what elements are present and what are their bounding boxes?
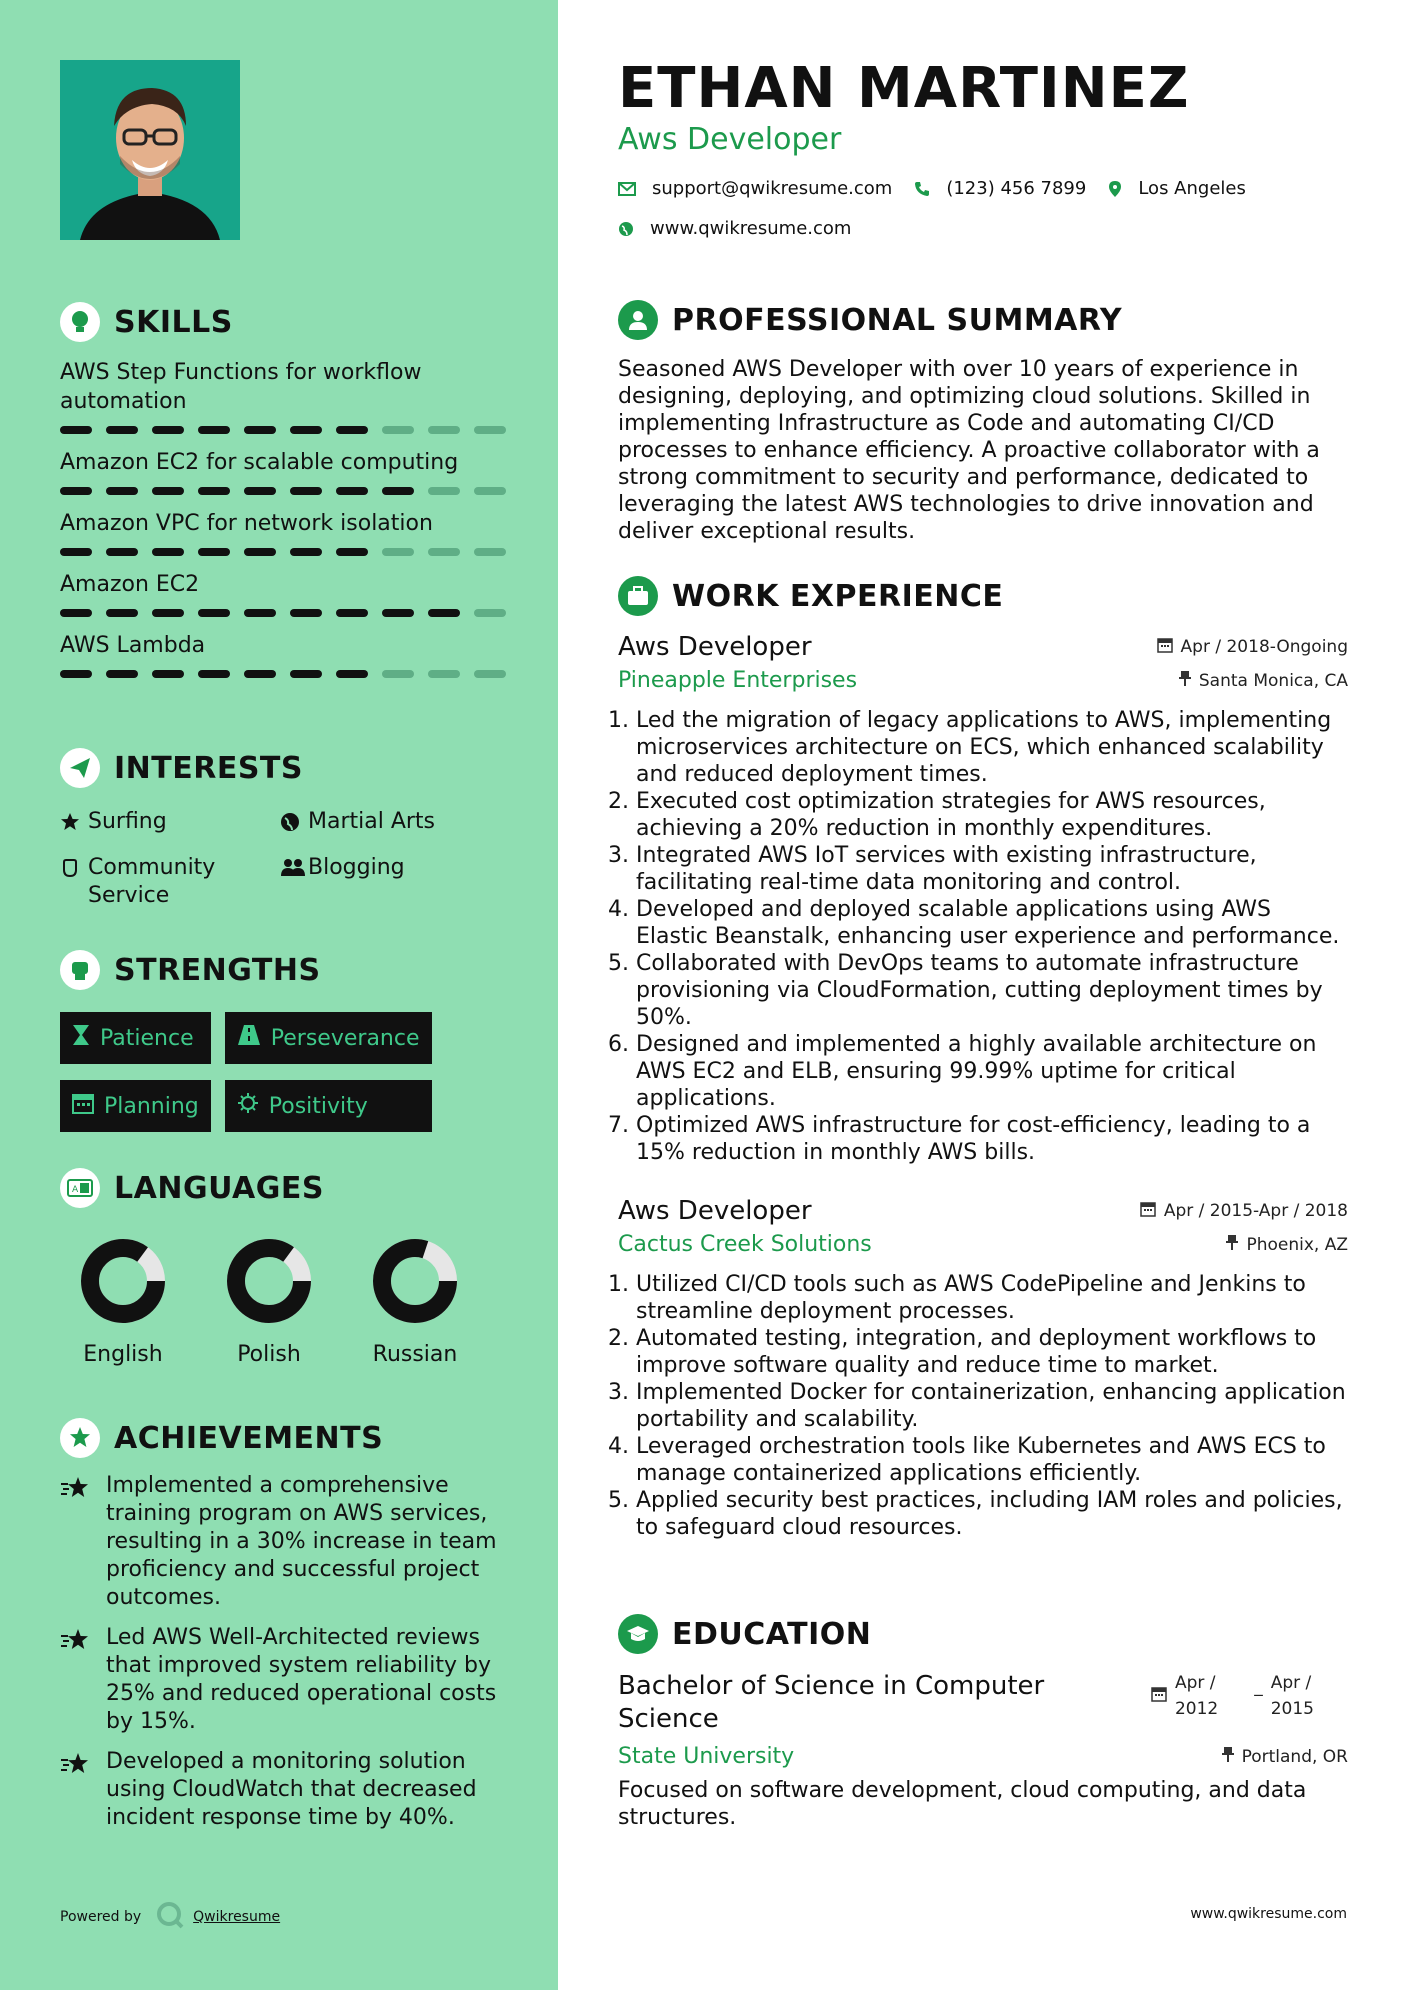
- skill-level-segment: [152, 609, 184, 617]
- skill-level-bar: [60, 609, 506, 617]
- language-level-donut: [368, 1234, 462, 1328]
- skill-level-segment: [290, 487, 322, 495]
- job-company: Cactus Creek Solutions: [618, 1232, 872, 1257]
- interest-item: [280, 854, 500, 910]
- education-start-month: Apr /: [1174, 1673, 1216, 1693]
- school-name: State University: [618, 1744, 795, 1769]
- skill-level-segment: [198, 426, 230, 434]
- skill-level-segment: [244, 548, 276, 556]
- skill-item: [60, 570, 506, 617]
- star-icon: [60, 808, 88, 836]
- strength-label: Patience: [100, 1025, 194, 1051]
- strength-chip: [60, 1012, 211, 1064]
- interest-label: Community Service: [88, 855, 216, 908]
- strength-label: Perseverance: [270, 1025, 420, 1051]
- education-end-month: Apr /: [1270, 1673, 1312, 1693]
- skill-level-segment: [244, 609, 276, 617]
- job-duty: 4. Leveraged orchestration tools like Kubernetes and AWS ECS to manage containerized applications efficiently.: [636, 1433, 1348, 1487]
- strengths-title: STRENGTHS: [114, 952, 321, 988]
- skill-level-segment: [428, 670, 460, 678]
- degree-title: Bachelor of Science in Computer Science: [618, 1671, 1045, 1734]
- education-end-year: 2015: [1270, 1699, 1314, 1719]
- paper-plane-icon: [60, 748, 100, 788]
- language-item: [222, 1234, 316, 1367]
- skill-level-segment: [474, 426, 506, 434]
- lightbulb-icon: [60, 302, 100, 342]
- skill-level-segment: [428, 426, 460, 434]
- candidate-name: ETHAN MARTINEZ: [618, 56, 1190, 121]
- qwikresume-logo-icon: [155, 1900, 185, 1934]
- skills-section: [60, 300, 506, 678]
- skill-level-segment: [290, 609, 322, 617]
- language-label: English: [83, 1342, 163, 1367]
- interests-list: [60, 808, 500, 910]
- summary-title: PROFESSIONAL SUMMARY: [672, 302, 1123, 338]
- skill-level-segment: [60, 487, 92, 495]
- interests-section: [60, 746, 500, 910]
- skill-level-segment: [382, 548, 414, 556]
- job-duty: 7. Optimized AWS infrastructure for cost-efficiency, leading to a 15% reduction in monthly AWS bills.: [636, 1112, 1348, 1166]
- job-company: Pineapple Enterprises: [618, 668, 858, 693]
- strength-chip: [225, 1012, 432, 1064]
- skill-item: [60, 358, 506, 434]
- hand-icon: [60, 854, 88, 882]
- interest-label: Blogging: [308, 855, 405, 880]
- award-icon: [60, 1418, 100, 1458]
- skill-level-bar: [60, 670, 506, 678]
- skill-level-segment: [382, 609, 414, 617]
- skill-level-bar: [60, 548, 506, 556]
- job-duty: 3. Integrated AWS IoT services with existing infrastructure, facilitating real-time data monitoring and control.: [636, 842, 1348, 896]
- skill-level-segment: [106, 670, 138, 678]
- skill-level-segment: [60, 548, 92, 556]
- map-pin-icon: [1108, 180, 1122, 198]
- contact-phone[interactable]: (123) 456 7899: [946, 178, 1087, 199]
- skill-level-segment: [474, 609, 506, 617]
- pushpin-icon: [1179, 670, 1191, 691]
- experience-title: WORK EXPERIENCE: [672, 578, 1004, 614]
- skill-level-segment: [106, 609, 138, 617]
- job-entry: [618, 632, 1348, 1166]
- job-duty: 2. Executed cost optimization strategies for AWS resources, achieving a 20% reduction in monthly expenditures.: [636, 788, 1348, 842]
- skill-level-segment: [474, 670, 506, 678]
- globe-icon: [280, 808, 308, 836]
- skill-name: Amazon EC2 for scalable computing: [60, 450, 459, 475]
- date-separator: _: [1254, 1677, 1263, 1697]
- skill-level-segment: [382, 487, 414, 495]
- contact-website[interactable]: www.qwikresume.com: [650, 218, 852, 239]
- skill-level-segment: [244, 487, 276, 495]
- skill-name: Amazon VPC for network isolation: [60, 511, 433, 536]
- job-location: Phoenix, AZ: [1246, 1234, 1348, 1255]
- skill-level-segment: [106, 487, 138, 495]
- skill-level-segment: [198, 670, 230, 678]
- achievements-section: [60, 1416, 506, 1832]
- skill-level-segment: [474, 487, 506, 495]
- calendar-icon: [1140, 1201, 1156, 1222]
- skill-level-segment: [198, 548, 230, 556]
- skill-level-segment: [106, 548, 138, 556]
- skill-level-segment: [244, 670, 276, 678]
- skill-level-segment: [290, 426, 322, 434]
- skill-item: [60, 631, 506, 678]
- skill-level-segment: [60, 670, 92, 678]
- svg-text:A: A: [72, 1185, 79, 1195]
- achievements-title: ACHIEVEMENTS: [114, 1420, 384, 1456]
- job-duty: 1. Utilized CI/CD tools such as AWS CodePipeline and Jenkins to streamline deployment processes.: [636, 1271, 1348, 1325]
- job-duty: 1. Led the migration of legacy applications to AWS, implementing microservices architecture on ECS, which enhanced scalability and reduced deployment times.: [636, 707, 1348, 788]
- interest-item: [60, 854, 280, 910]
- skill-level-segment: [382, 670, 414, 678]
- strength-label: Planning: [104, 1093, 199, 1119]
- skills-list: [60, 358, 506, 678]
- interest-item: [60, 808, 280, 836]
- pushpin-icon: [1222, 1746, 1234, 1767]
- hourglass-icon: [72, 1024, 90, 1052]
- interest-label: Martial Arts: [308, 809, 436, 834]
- contact-location: Los Angeles: [1138, 178, 1246, 199]
- job-duty: 2. Automated testing, integration, and deployment workflows to improve software quality and reduce time to market.: [636, 1325, 1348, 1379]
- job-dates: Apr / 2018-Ongoing: [1180, 637, 1348, 657]
- skill-level-segment: [106, 426, 138, 434]
- calendar-icon: [1151, 1670, 1167, 1710]
- achievement-item: [60, 1624, 506, 1736]
- skill-level-segment: [290, 670, 322, 678]
- skill-level-segment: [336, 426, 368, 434]
- envelope-icon: [618, 182, 636, 196]
- calendar-icon: [72, 1092, 94, 1120]
- languages-title: LANGUAGES: [114, 1170, 324, 1206]
- skill-name: AWS Lambda: [60, 633, 206, 658]
- skill-level-segment: [428, 487, 460, 495]
- footer-powered-by: [60, 1900, 280, 1934]
- sun-icon: [237, 1092, 259, 1120]
- strength-label: Positivity: [268, 1093, 368, 1119]
- interest-label: Surfing: [88, 809, 167, 834]
- calendar-icon: [1157, 637, 1173, 658]
- contact-email[interactable]: support@qwikresume.com: [652, 178, 893, 199]
- globe-icon: [618, 221, 634, 237]
- education-section: [618, 1612, 1348, 1831]
- job-title: Aws Developer: [618, 1196, 812, 1226]
- interests-title: INTERESTS: [114, 750, 303, 786]
- job-duty: 6. Designed and implemented a highly available architecture on AWS EC2 and ELB, ensuring 99.99% uptime for critical applications.: [636, 1031, 1348, 1112]
- skill-item: [60, 509, 506, 556]
- profile-photo: [60, 60, 240, 240]
- strength-chip: [225, 1080, 432, 1132]
- language-item: [76, 1234, 170, 1367]
- skill-level-segment: [428, 548, 460, 556]
- skill-name: Amazon EC2: [60, 572, 200, 597]
- job-duty: 5. Collaborated with DevOps teams to automate infrastructure provisioning via CloudFormation, cutting deployment times by 50%.: [636, 950, 1348, 1031]
- user-icon: [618, 300, 658, 340]
- road-icon: [237, 1024, 261, 1052]
- phone-icon: [914, 181, 930, 197]
- skill-level-segment: [382, 426, 414, 434]
- summary-text: Seasoned AWS Developer with over 10 years of experience in designing, deploying, and optimizing cloud solutions. Skilled in implementing Infrastructure as Code and automating CI/CD processes to enhance efficiency. A proactive collaborator with a strong commitment to security and performance, dedicated to leveraging the latest AWS technologies to drive innovation and deliver exceptional results.: [618, 357, 1320, 544]
- interest-item: [280, 808, 500, 836]
- education-start-year: 2012: [1174, 1699, 1219, 1719]
- skill-level-segment: [428, 609, 460, 617]
- strengths-list: [60, 1012, 432, 1132]
- achievement-item: [60, 1472, 506, 1612]
- skill-level-segment: [336, 548, 368, 556]
- languages-list: [76, 1234, 462, 1367]
- person-portrait-icon: [60, 60, 240, 240]
- skill-level-segment: [198, 487, 230, 495]
- skill-level-segment: [152, 548, 184, 556]
- skill-level-segment: [152, 670, 184, 678]
- pushpin-icon: [1226, 1234, 1238, 1255]
- language-level-donut: [76, 1234, 170, 1328]
- achievement-text: Led AWS Well-Architected reviews that improved system reliability by 25% and reduced operational costs by 15%.: [106, 1625, 497, 1734]
- skill-level-segment: [60, 609, 92, 617]
- experience-section: [618, 574, 1348, 1541]
- job-dates: Apr / 2015-Apr / 2018: [1163, 1201, 1348, 1221]
- contact-website-row: [618, 218, 873, 239]
- qwikresume-link[interactable]: Qwikresume: [193, 1909, 281, 1925]
- skill-level-bar: [60, 426, 506, 434]
- achievements-list: [60, 1472, 506, 1832]
- skill-level-segment: [198, 609, 230, 617]
- education-title: EDUCATION: [672, 1616, 872, 1652]
- skills-title: SKILLS: [114, 304, 233, 340]
- skill-item: [60, 448, 506, 495]
- achievement-text: Implemented a comprehensive training program on AWS services, resulting in a 30% increase in team proficiency and successful project outcomes.: [106, 1473, 497, 1610]
- achievement-item: [60, 1748, 506, 1832]
- main-content: [558, 0, 1407, 1990]
- star-award-icon: [60, 1472, 106, 1504]
- skill-level-segment: [152, 487, 184, 495]
- star-award-icon: [60, 1624, 106, 1656]
- language-icon: [60, 1168, 100, 1208]
- graduation-cap-icon: [618, 1614, 658, 1654]
- footer-website[interactable]: www.qwikresume.com: [1190, 1906, 1347, 1922]
- briefcase-icon: [618, 576, 658, 616]
- sidebar: [0, 0, 558, 1990]
- skill-level-segment: [290, 548, 322, 556]
- skill-level-segment: [336, 487, 368, 495]
- job-duty: 5. Applied security best practices, including IAM roles and policies, to safeguard cloud resources.: [636, 1487, 1348, 1541]
- education-start-date: [1175, 1670, 1218, 1722]
- job-duties-list: [618, 707, 1348, 1166]
- job-title: Aws Developer: [618, 632, 812, 662]
- skill-level-segment: [336, 670, 368, 678]
- skill-level-segment: [474, 548, 506, 556]
- star-award-icon: [60, 1748, 106, 1780]
- job-duty: 4. Developed and deployed scalable applications using AWS Elastic Beanstalk, enhancing user experience and performance.: [636, 896, 1348, 950]
- users-icon: [280, 854, 308, 882]
- summary-section: [618, 298, 1348, 545]
- language-label: Russian: [372, 1342, 458, 1367]
- language-item: [368, 1234, 462, 1367]
- contact-row: [618, 178, 1268, 199]
- job-location: Santa Monica, CA: [1198, 670, 1348, 691]
- candidate-role: Aws Developer: [618, 122, 842, 157]
- strength-chip: [60, 1080, 211, 1132]
- languages-section: [60, 1166, 462, 1367]
- skill-level-bar: [60, 487, 506, 495]
- strengths-section: [60, 948, 432, 1132]
- skill-level-segment: [60, 426, 92, 434]
- school-location: Portland, OR: [1241, 1746, 1348, 1767]
- skill-level-segment: [336, 609, 368, 617]
- language-level-donut: [222, 1234, 316, 1328]
- fist-icon: [60, 950, 100, 990]
- job-duty: 3. Implemented Docker for containerization, enhancing application portability and scalability.: [636, 1379, 1348, 1433]
- education-end-date: [1271, 1670, 1314, 1722]
- powered-by-label: Powered by: [60, 1909, 142, 1925]
- skill-name: AWS Step Functions for workflow automation: [60, 360, 422, 414]
- achievement-text: Developed a monitoring solution using CloudWatch that decreased incident response time by 40%.: [106, 1749, 477, 1830]
- language-label: Polish: [237, 1342, 301, 1367]
- job-duties-list: [618, 1271, 1348, 1541]
- skill-level-segment: [244, 426, 276, 434]
- education-description: Focused on software development, cloud computing, and data structures.: [618, 1778, 1307, 1830]
- skill-level-segment: [152, 426, 184, 434]
- job-entry: [618, 1196, 1348, 1541]
